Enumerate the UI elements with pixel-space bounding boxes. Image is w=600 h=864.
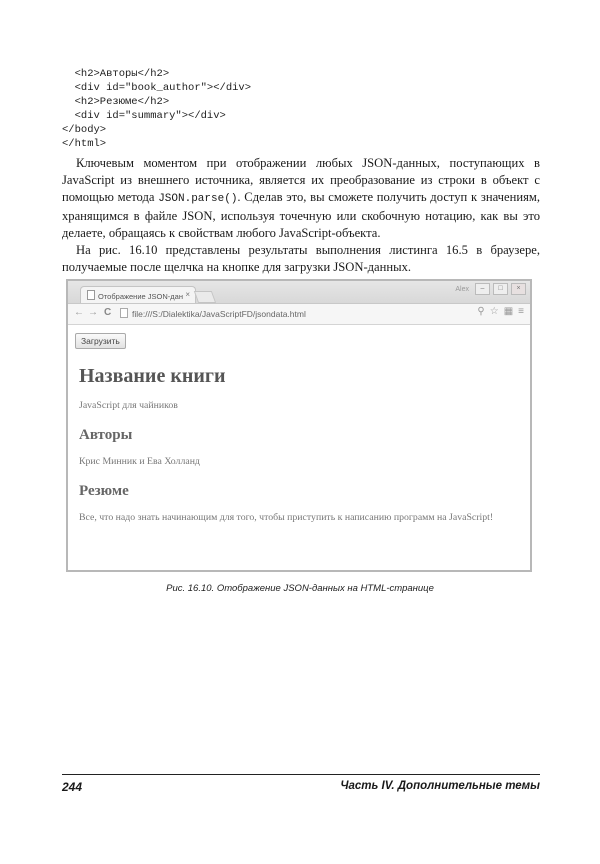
running-footer-title: Часть IV. Дополнительные темы: [340, 780, 540, 792]
summary-value: Все, что надо знать начинающим для того, чтобы приступить к написанию программ на JavaScript!: [79, 512, 494, 523]
authors-heading: Авторы: [79, 427, 133, 443]
body-text: [62, 155, 540, 276]
code-line: <h2>Резюме</h2>: [62, 96, 170, 108]
browser-titlebar: [68, 281, 530, 304]
tab-title: Отображение JSON-дан: [98, 292, 183, 301]
browser-tab[interactable]: [80, 286, 196, 303]
paragraph-2: На рис. 16.10 представлены результаты выполнения листинга 16.5 в браузере, получаемые после щелчка на кнопке для загрузки JSON-данных.: [62, 243, 540, 274]
paragraph-1: Ключевым моментом при отображении любых JSON-данных, поступающих в JavaScript из внешнего источника, является их преобразование из строки в объект с помощью метода JSON.parse(). Сделав это, вы сможете получить доступ к значениям, хранящимся в файле JSON, используя точечную или скобочную нотацию, как вы это делаете, обращаясь к свойствам любого JavaScript-объекта.: [62, 156, 540, 240]
figure-caption: Рис. 16.10. Отображение JSON-данных на HTML-странице: [166, 583, 434, 594]
summary-heading: Резюме: [79, 483, 129, 499]
close-window-button[interactable]: ×: [511, 283, 526, 295]
page-icon: [120, 308, 128, 318]
browser-screenshot: [66, 279, 532, 572]
back-icon[interactable]: ←: [74, 307, 84, 318]
code-line: <div id="summary"></div>: [62, 110, 226, 122]
extension-icon[interactable]: ▦: [503, 306, 514, 317]
minimize-button[interactable]: –: [475, 283, 490, 295]
page-viewport: [68, 325, 530, 530]
url-text: file:///S:/Dialektika/JavaScriptFD/jsondata.html: [132, 309, 306, 319]
browser-toolbar: [68, 304, 530, 325]
code-line: </html>: [62, 138, 107, 150]
window-controls: [455, 283, 526, 295]
page-icon: [87, 290, 95, 300]
authors-value: Крис Минник и Ева Холланд: [79, 456, 200, 467]
menu-icon[interactable]: ≡: [518, 306, 524, 317]
book-title-heading: Название книги: [79, 365, 226, 387]
code-listing: [62, 67, 251, 151]
forward-icon[interactable]: →: [88, 307, 98, 318]
page-number: 244: [62, 780, 83, 794]
code-line: <div id="book_author"></div>: [62, 82, 252, 94]
reload-icon[interactable]: C: [104, 307, 112, 318]
toolbar-icons: [477, 306, 524, 317]
user-label: Alex: [455, 285, 469, 293]
inline-code: JSON.parse(): [158, 193, 238, 205]
code-line: </body>: [62, 124, 107, 136]
code-line: <h2>Авторы</h2>: [62, 68, 170, 80]
tab-close-icon[interactable]: ×: [185, 290, 190, 299]
star-icon[interactable]: ☆: [489, 306, 499, 317]
footer-divider: [62, 774, 540, 775]
load-button[interactable]: Загрузить: [75, 333, 126, 349]
new-tab-button[interactable]: [194, 291, 216, 303]
address-bar[interactable]: [120, 307, 484, 321]
book-title-value: JavaScript для чайников: [79, 400, 178, 411]
zoom-icon[interactable]: ⚲: [477, 306, 485, 317]
maximize-button[interactable]: □: [493, 283, 508, 295]
